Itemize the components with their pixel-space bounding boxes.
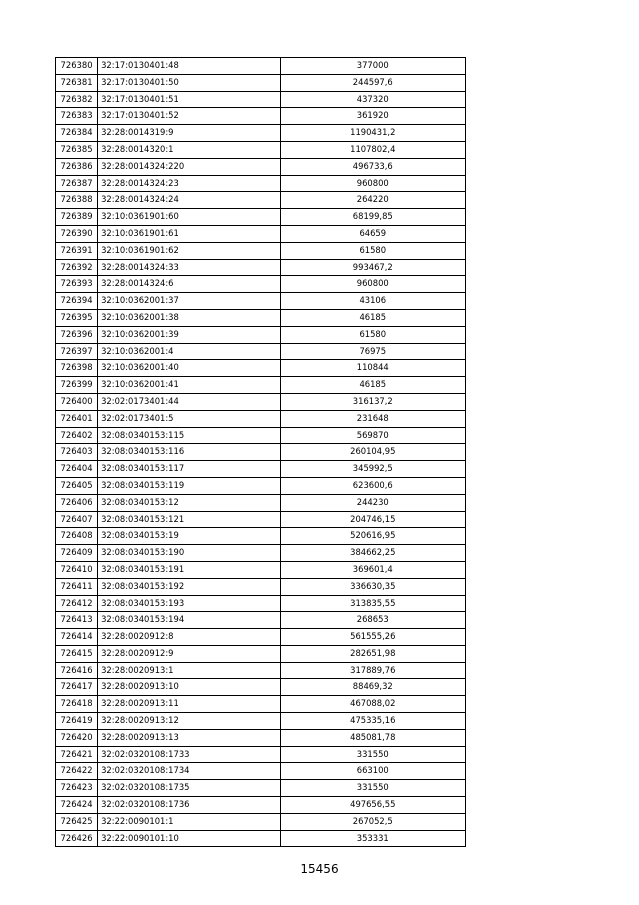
row-id-cell: 726417 — [56, 679, 98, 696]
page-number: 15456 — [300, 862, 339, 876]
row-id-cell: 726393 — [56, 276, 98, 293]
row-id-cell: 726380 — [56, 58, 98, 75]
row-id-cell: 726416 — [56, 662, 98, 679]
cadastral-number-cell: 32:28:0020913:12 — [98, 713, 280, 730]
table-row — [56, 410, 466, 427]
row-id-cell: 726395 — [56, 309, 98, 326]
cadastral-number-cell: 32:08:0340153:117 — [98, 461, 280, 478]
cadastral-number-cell: 32:08:0340153:115 — [98, 427, 280, 444]
cadastral-number-cell: 32:10:0362001:37 — [98, 293, 280, 310]
table-row — [56, 797, 466, 814]
table-row — [56, 545, 466, 562]
table-row — [56, 696, 466, 713]
cadastral-number-cell: 32:28:0020913:1 — [98, 662, 280, 679]
row-id-cell: 726384 — [56, 125, 98, 142]
table-row — [56, 780, 466, 797]
cadastral-number-cell: 32:22:0090101:10 — [98, 830, 280, 847]
row-id-cell: 726406 — [56, 494, 98, 511]
cadastral-number-cell: 32:17:0130401:48 — [98, 58, 280, 75]
row-id-cell: 726392 — [56, 259, 98, 276]
row-id-cell: 726386 — [56, 158, 98, 175]
value-cell: 331550 — [280, 780, 465, 797]
value-cell: 1107802,4 — [280, 141, 465, 158]
cadastral-number-cell: 32:28:0014324:33 — [98, 259, 280, 276]
row-id-cell: 726415 — [56, 645, 98, 662]
value-cell: 260104,95 — [280, 444, 465, 461]
cadastral-number-cell: 32:02:0173401:44 — [98, 393, 280, 410]
value-cell: 244230 — [280, 494, 465, 511]
cadastral-number-cell: 32:10:0362001:41 — [98, 377, 280, 394]
table-row — [56, 393, 466, 410]
table-row — [56, 746, 466, 763]
cadastral-number-cell: 32:28:0014320:1 — [98, 141, 280, 158]
row-id-cell: 726421 — [56, 746, 98, 763]
cadastral-number-cell: 32:02:0320108:1735 — [98, 780, 280, 797]
table-row — [56, 74, 466, 91]
row-id-cell: 726409 — [56, 545, 98, 562]
cadastral-number-cell: 32:08:0340153:116 — [98, 444, 280, 461]
cadastral-number-cell: 32:28:0014324:220 — [98, 158, 280, 175]
row-id-cell: 726426 — [56, 830, 98, 847]
cadastral-number-cell: 32:08:0340153:19 — [98, 528, 280, 545]
row-id-cell: 726391 — [56, 242, 98, 259]
table-row — [56, 595, 466, 612]
table-row — [56, 427, 466, 444]
cadastral-number-cell: 32:02:0320108:1736 — [98, 797, 280, 814]
row-id-cell: 726394 — [56, 293, 98, 310]
cadastral-number-cell: 32:10:0362001:40 — [98, 360, 280, 377]
table-row — [56, 763, 466, 780]
value-cell: 361920 — [280, 108, 465, 125]
cadastral-number-cell: 32:17:0130401:51 — [98, 91, 280, 108]
value-cell: 663100 — [280, 763, 465, 780]
row-id-cell: 726396 — [56, 326, 98, 343]
value-cell: 244597,6 — [280, 74, 465, 91]
value-cell: 316137,2 — [280, 393, 465, 410]
row-id-cell: 726424 — [56, 797, 98, 814]
table-row — [56, 729, 466, 746]
cadastral-number-cell: 32:28:0020912:8 — [98, 629, 280, 646]
value-cell: 467088,02 — [280, 696, 465, 713]
table-row — [56, 293, 466, 310]
table-row — [56, 158, 466, 175]
row-id-cell: 726408 — [56, 528, 98, 545]
table-row — [56, 612, 466, 629]
row-id-cell: 726413 — [56, 612, 98, 629]
value-cell: 282651,98 — [280, 645, 465, 662]
table-row — [56, 494, 466, 511]
cadastral-number-cell: 32:28:0020913:11 — [98, 696, 280, 713]
table-row — [56, 309, 466, 326]
table-row — [56, 58, 466, 75]
table-row — [56, 662, 466, 679]
cadastral-number-cell: 32:10:0361901:61 — [98, 225, 280, 242]
value-cell: 231648 — [280, 410, 465, 427]
value-cell: 437320 — [280, 91, 465, 108]
cadastral-number-cell: 32:08:0340153:193 — [98, 595, 280, 612]
cadastral-number-cell: 32:02:0320108:1733 — [98, 746, 280, 763]
cadastral-number-cell: 32:08:0340153:191 — [98, 561, 280, 578]
row-id-cell: 726404 — [56, 461, 98, 478]
value-cell: 264220 — [280, 192, 465, 209]
table-row — [56, 192, 466, 209]
value-cell: 623600,6 — [280, 477, 465, 494]
row-id-cell: 726390 — [56, 225, 98, 242]
value-cell: 377000 — [280, 58, 465, 75]
value-cell: 345992,5 — [280, 461, 465, 478]
value-cell: 569870 — [280, 427, 465, 444]
cadastral-number-cell: 32:28:0014319:9 — [98, 125, 280, 142]
value-cell: 353331 — [280, 830, 465, 847]
cadastral-number-cell: 32:02:0173401:5 — [98, 410, 280, 427]
cadastral-number-cell: 32:10:0361901:62 — [98, 242, 280, 259]
value-cell: 993467,2 — [280, 259, 465, 276]
value-cell: 496733,6 — [280, 158, 465, 175]
cadastral-number-cell: 32:08:0340153:192 — [98, 578, 280, 595]
value-cell: 68199,85 — [280, 209, 465, 226]
row-id-cell: 726405 — [56, 477, 98, 494]
table-row — [56, 91, 466, 108]
cadastral-number-cell: 32:17:0130401:50 — [98, 74, 280, 91]
value-cell: 43106 — [280, 293, 465, 310]
table-row — [56, 461, 466, 478]
table-row — [56, 225, 466, 242]
table-row — [56, 713, 466, 730]
row-id-cell: 726414 — [56, 629, 98, 646]
value-cell: 110844 — [280, 360, 465, 377]
value-cell: 64659 — [280, 225, 465, 242]
value-cell: 561555,26 — [280, 629, 465, 646]
value-cell: 384662,25 — [280, 545, 465, 562]
value-cell: 520616,95 — [280, 528, 465, 545]
value-cell: 331550 — [280, 746, 465, 763]
cadastral-number-cell: 32:08:0340153:194 — [98, 612, 280, 629]
row-id-cell: 726389 — [56, 209, 98, 226]
cadastral-number-cell: 32:08:0340153:190 — [98, 545, 280, 562]
row-id-cell: 726381 — [56, 74, 98, 91]
row-id-cell: 726423 — [56, 780, 98, 797]
row-id-cell: 726399 — [56, 377, 98, 394]
value-cell: 61580 — [280, 242, 465, 259]
cadastral-number-cell: 32:28:0014324:6 — [98, 276, 280, 293]
cadastral-number-cell: 32:28:0020913:13 — [98, 729, 280, 746]
row-id-cell: 726420 — [56, 729, 98, 746]
cadastral-number-cell: 32:08:0340153:119 — [98, 477, 280, 494]
cadastral-number-cell: 32:08:0340153:12 — [98, 494, 280, 511]
value-cell: 46185 — [280, 309, 465, 326]
value-cell: 485081,78 — [280, 729, 465, 746]
cadastral-number-cell: 32:22:0090101:1 — [98, 813, 280, 830]
cadastral-number-cell: 32:28:0020913:10 — [98, 679, 280, 696]
table-row — [56, 679, 466, 696]
cadastral-number-cell: 32:10:0362001:4 — [98, 343, 280, 360]
table-row — [56, 629, 466, 646]
row-id-cell: 726425 — [56, 813, 98, 830]
value-cell: 46185 — [280, 377, 465, 394]
row-id-cell: 726385 — [56, 141, 98, 158]
cadastral-number-cell: 32:28:0014324:23 — [98, 175, 280, 192]
row-id-cell: 726403 — [56, 444, 98, 461]
table-body — [56, 58, 466, 847]
row-id-cell: 726412 — [56, 595, 98, 612]
value-cell: 204746,15 — [280, 511, 465, 528]
cadastral-number-cell: 32:10:0361901:60 — [98, 209, 280, 226]
row-id-cell: 726410 — [56, 561, 98, 578]
table-row — [56, 360, 466, 377]
row-id-cell: 726387 — [56, 175, 98, 192]
value-cell: 88469,32 — [280, 679, 465, 696]
table-row — [56, 528, 466, 545]
row-id-cell: 726411 — [56, 578, 98, 595]
value-cell: 475335,16 — [280, 713, 465, 730]
table-row — [56, 343, 466, 360]
cadastral-number-cell: 32:28:0014324:24 — [98, 192, 280, 209]
table-row — [56, 444, 466, 461]
table-row — [56, 561, 466, 578]
value-cell: 960800 — [280, 276, 465, 293]
row-id-cell: 726400 — [56, 393, 98, 410]
table-row — [56, 511, 466, 528]
value-cell: 61580 — [280, 326, 465, 343]
value-cell: 1190431,2 — [280, 125, 465, 142]
table-row — [56, 578, 466, 595]
table-row — [56, 830, 466, 847]
table-row — [56, 326, 466, 343]
row-id-cell: 726382 — [56, 91, 98, 108]
value-cell: 313835,55 — [280, 595, 465, 612]
row-id-cell: 726418 — [56, 696, 98, 713]
cadastral-number-cell: 32:17:0130401:52 — [98, 108, 280, 125]
table-row — [56, 141, 466, 158]
table-row — [56, 276, 466, 293]
table-row — [56, 108, 466, 125]
row-id-cell: 726398 — [56, 360, 98, 377]
row-id-cell: 726383 — [56, 108, 98, 125]
cadastral-number-cell: 32:08:0340153:121 — [98, 511, 280, 528]
cadastral-number-cell: 32:10:0362001:38 — [98, 309, 280, 326]
table-row — [56, 125, 466, 142]
cadastral-number-cell: 32:28:0020912:9 — [98, 645, 280, 662]
row-id-cell: 726401 — [56, 410, 98, 427]
row-id-cell: 726388 — [56, 192, 98, 209]
row-id-cell: 726419 — [56, 713, 98, 730]
table-row — [56, 477, 466, 494]
value-cell: 317889,76 — [280, 662, 465, 679]
table-row — [56, 645, 466, 662]
table-row — [56, 242, 466, 259]
table-row — [56, 813, 466, 830]
cadastral-table — [55, 57, 466, 847]
cadastral-number-cell: 32:02:0320108:1734 — [98, 763, 280, 780]
table-row — [56, 175, 466, 192]
row-id-cell: 726402 — [56, 427, 98, 444]
value-cell: 267052,5 — [280, 813, 465, 830]
table-row — [56, 259, 466, 276]
value-cell: 497656,55 — [280, 797, 465, 814]
row-id-cell: 726397 — [56, 343, 98, 360]
value-cell: 369601,4 — [280, 561, 465, 578]
value-cell: 268653 — [280, 612, 465, 629]
table-row — [56, 377, 466, 394]
value-cell: 336630,35 — [280, 578, 465, 595]
value-cell: 960800 — [280, 175, 465, 192]
cadastral-number-cell: 32:10:0362001:39 — [98, 326, 280, 343]
table-row — [56, 209, 466, 226]
value-cell: 76975 — [280, 343, 465, 360]
row-id-cell: 726407 — [56, 511, 98, 528]
row-id-cell: 726422 — [56, 763, 98, 780]
